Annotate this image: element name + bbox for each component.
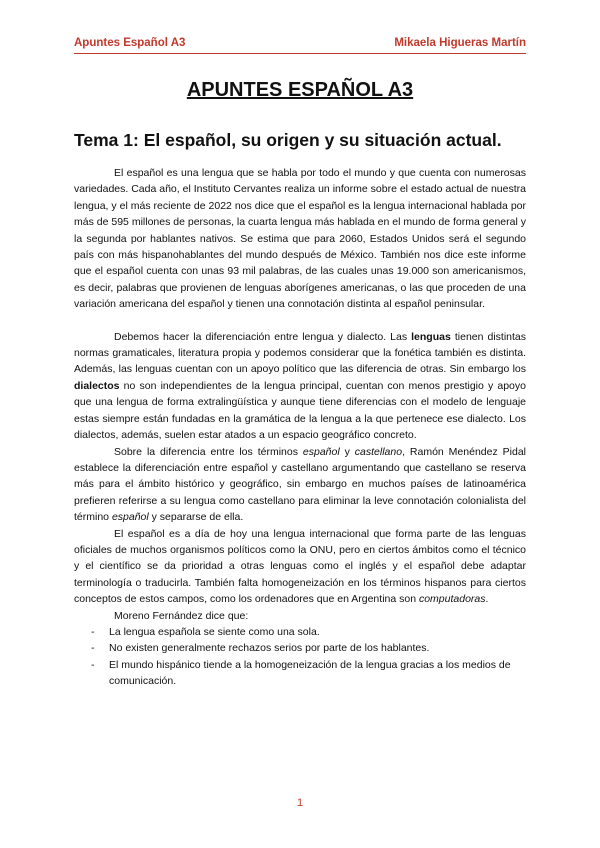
- list-item: [74, 624, 526, 640]
- list-dash: -: [91, 642, 95, 655]
- text-run: , Ramón Menéndez Pidal establece la diferenciación entre español y castellano argumentando que castellano se reserva más para el ámbito histórico y geográfico, sin embargo en muchos países de latinoamérica prefieren referirse a su lengua como castellano para eliminar la leve connotación colonialista del término: [74, 445, 526, 524]
- paragraph-intro: El español es una lengua que se habla por todo el mundo y que cuenta con numerosas variedades. Cada año, el Instituto Cervantes realiza un informe sobre el estado actual de nuestra lengua, y el más reciente de 2022 nos dice que el español es la lengua internacional hablada por más de 595 millones de personas, la cuarta lengua más hablada en el mundo de forma general y la segunda por hablantes nativos. Se estima que para 2060, Estados Unidos será el segundo país con más hispanohablantes del mundo después de México. También nos dice este informe que el español cuenta con unas 93 mil palabras, de las cuales unas 19.000 son americanismos, es decir, palabras que provienen de lenguas aborígenes americanas, o las que proceden de una variación americana del español y tienen una connotación distinta al español peninsular.: [74, 167, 526, 311]
- text-run: no son independientes de la lengua principal, cuentan con menos prestigio y apoyo que una lengua de forma extralingüística y aunque tiene diferencias con el modelo de lenguaje estas siempre están fundadas en la gramática de la lengua a la que pertenece ese dialecto. Los dialectos, además, suelen estar atados a un espacio geográfico concreto.: [74, 379, 526, 442]
- paragraph-lengua-dialecto: [74, 329, 526, 444]
- document-title: APUNTES ESPAÑOL A3: [186, 79, 414, 101]
- term-espanol-2: español: [111, 511, 149, 524]
- term-castellano: castellano: [354, 445, 403, 458]
- header-course-title: Apuntes Español A3: [74, 37, 186, 49]
- list-item-text: No existen generalmente rechazos serios por parte de los hablantes.: [109, 642, 430, 655]
- term-computadoras: computadoras: [418, 593, 486, 606]
- list-item: [74, 657, 526, 690]
- section-title: Tema 1: El español, su origen y su situación actual.: [74, 130, 502, 150]
- text-run: y: [339, 445, 355, 458]
- text-run: Debemos hacer la diferenciación entre lengua y dialecto. Las: [114, 330, 412, 343]
- list-dash: -: [91, 658, 95, 671]
- text-run: Sobre la diferencia entre los términos: [114, 445, 303, 458]
- text-run: .: [485, 593, 489, 606]
- page-header: [74, 37, 526, 54]
- term-espanol: español: [302, 445, 340, 458]
- list-dash: -: [91, 625, 95, 638]
- text-run: y separarse de ella.: [148, 511, 244, 524]
- list-item-text: El mundo hispánico tiende a la homogeneización de la lengua gracias a los medios de comunicación.: [109, 658, 511, 688]
- list-item: [74, 640, 526, 656]
- page-number: 1: [296, 797, 304, 809]
- term-dialectos: dialectos: [74, 379, 120, 392]
- bullet-list: [74, 624, 526, 690]
- header-author: Mikaela Higueras Martín: [394, 37, 526, 49]
- paragraph-lengua-internacional: [74, 526, 526, 608]
- list-item-text: La lengua española se siente como una sola.: [109, 625, 320, 638]
- paragraph-moreno-fernandez: Moreno Fernández dice que:: [114, 609, 249, 622]
- document-body: [74, 165, 526, 690]
- text-run: El español es a día de hoy una lengua internacional que forma parte de las lenguas oficiales de muchos organismos políticos como la ONU, pero en ciertos ámbitos como el técnico y el científico se da prioridad a otras lenguas como el inglés y el español debe adaptar terminología o traducirla. También falta homogeneización en los términos hispanos para ciertos conceptos de estos campos, como los ordenadores que en Argentina son: [74, 527, 526, 606]
- text-run: tienen distintas normas gramaticales, literatura propia y podemos considerar que la fonética también es distinta. Además, las lenguas cuentan con un apoyo político que las diferencia de otras. Sin embargo los: [74, 330, 527, 376]
- paragraph-espanol-castellano: [74, 444, 526, 526]
- term-lenguas: lenguas: [411, 330, 451, 343]
